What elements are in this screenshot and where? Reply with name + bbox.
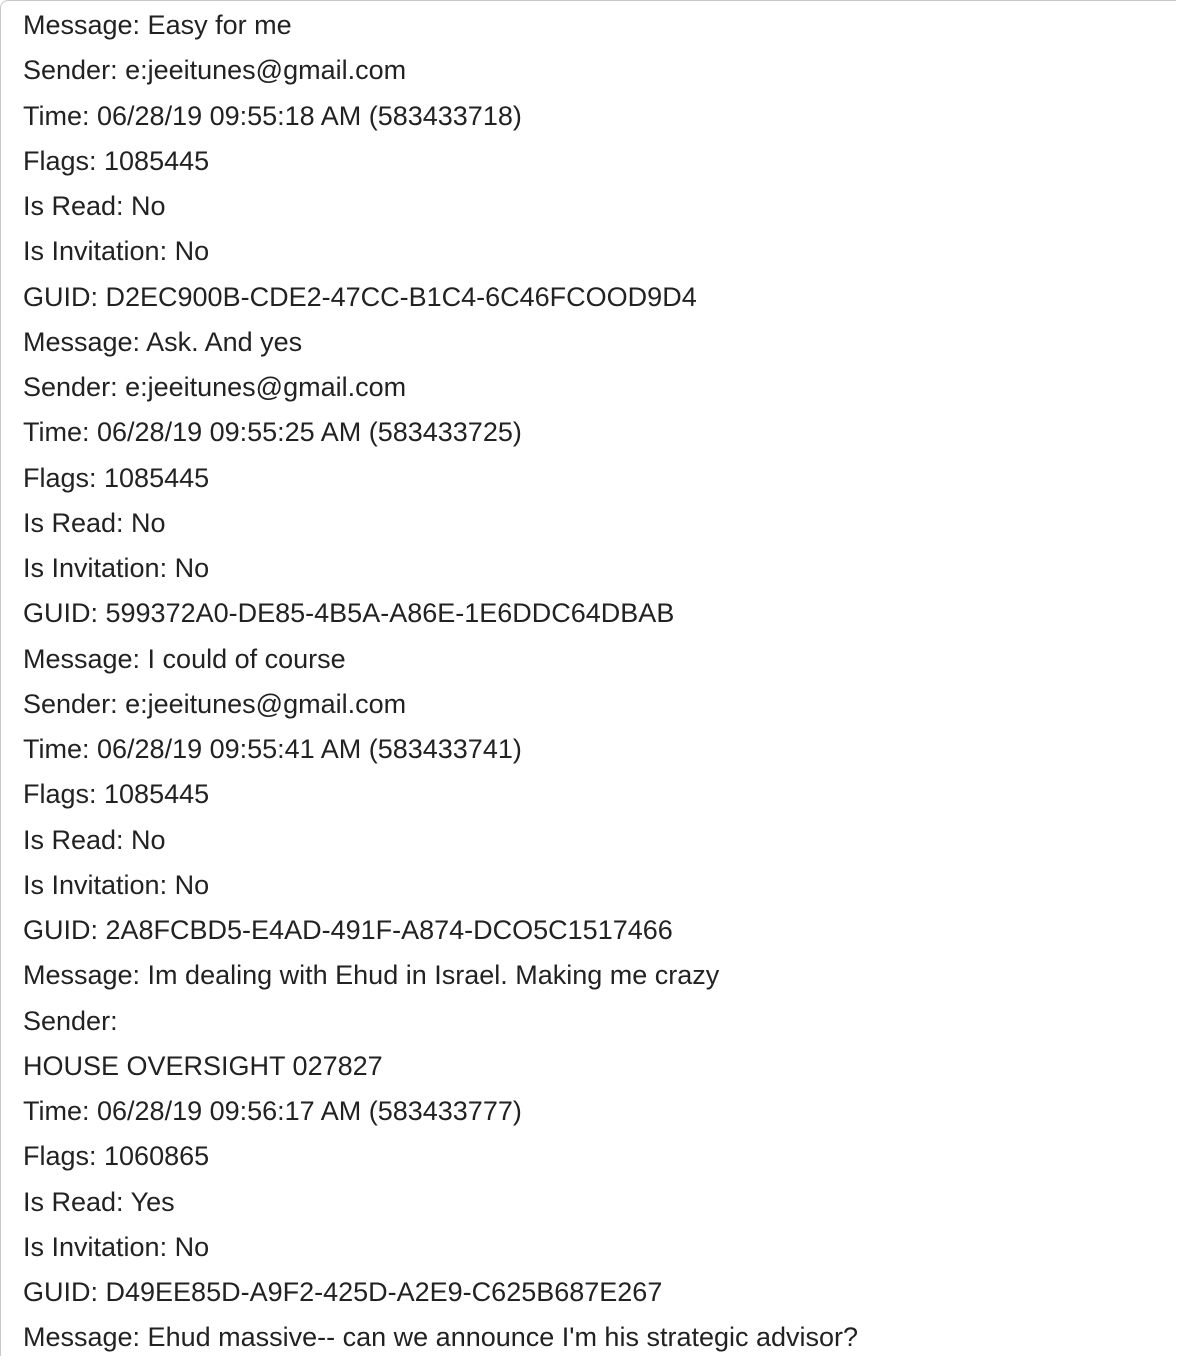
is-read-line: Is Read: No	[23, 191, 166, 221]
is-read-line: Is Read: Yes	[23, 1186, 175, 1217]
time-line: Time: 06/28/19 09:55:41 AM (583433741)	[23, 734, 522, 764]
is-read-line: Is Read: No	[23, 824, 166, 855]
sender-line: Sender: e:jeeitunes@gmail.com	[23, 688, 407, 719]
bates-stamp: HOUSE OVERSIGHT 027827	[23, 1050, 383, 1081]
sender-line: Sender: e:jeeitunes@gmail.com	[23, 55, 407, 86]
time-line: Time: 06/28/19 09:56:17 AM (583433777)	[23, 1096, 522, 1126]
guid-line: GUID: D2EC900B-CDE2-47CC-B1C4-6C46FCOOD9D4	[23, 281, 697, 312]
is-invitation-line: Is Invitation: No	[23, 1231, 210, 1262]
guid-line: GUID: D49EE85D-A9F2-425D-A2E9-C625B687E267	[23, 1277, 663, 1307]
is-invitation-line: Is Invitation: No	[23, 869, 210, 900]
is-invitation-line: Is Invitation: No	[23, 553, 210, 583]
time-line: Time: 06/28/19 09:55:25 AM (583433725)	[23, 417, 522, 448]
message-line: Message: I could of course	[23, 643, 346, 674]
flags-line: Flags: 1085445	[23, 779, 210, 810]
is-read-line: Is Read: No	[23, 507, 166, 538]
guid-line: GUID: 599372A0-DE85-4B5A-A86E-1E6DDC64DBAB	[23, 598, 675, 629]
message-line: Message: Ehud massive-- can we announce I'm his strategic advisor?	[23, 1322, 859, 1353]
is-invitation-line: Is Invitation: No	[23, 236, 210, 267]
message-line: Message: Easy for me	[23, 10, 292, 40]
flags-line: Flags: 1085445	[23, 462, 210, 493]
sender-line: Sender: e:jeeitunes@gmail.com	[23, 372, 407, 402]
message-line: Message: Ask. And yes	[23, 326, 303, 357]
time-line: Time: 06/28/19 09:55:18 AM (583433718)	[23, 100, 522, 131]
guid-line: GUID: 2A8FCBD5-E4AD-491F-A874-DCO5C1517466	[23, 915, 673, 945]
message-log	[23, 3, 1163, 1361]
message-line: Message: Im dealing with Ehud in Israel. Making me crazy	[23, 960, 720, 991]
flags-line: Flags: 1060865	[23, 1141, 210, 1172]
flags-line: Flags: 1085445	[23, 145, 210, 176]
sender-line: Sender:	[23, 1005, 118, 1036]
